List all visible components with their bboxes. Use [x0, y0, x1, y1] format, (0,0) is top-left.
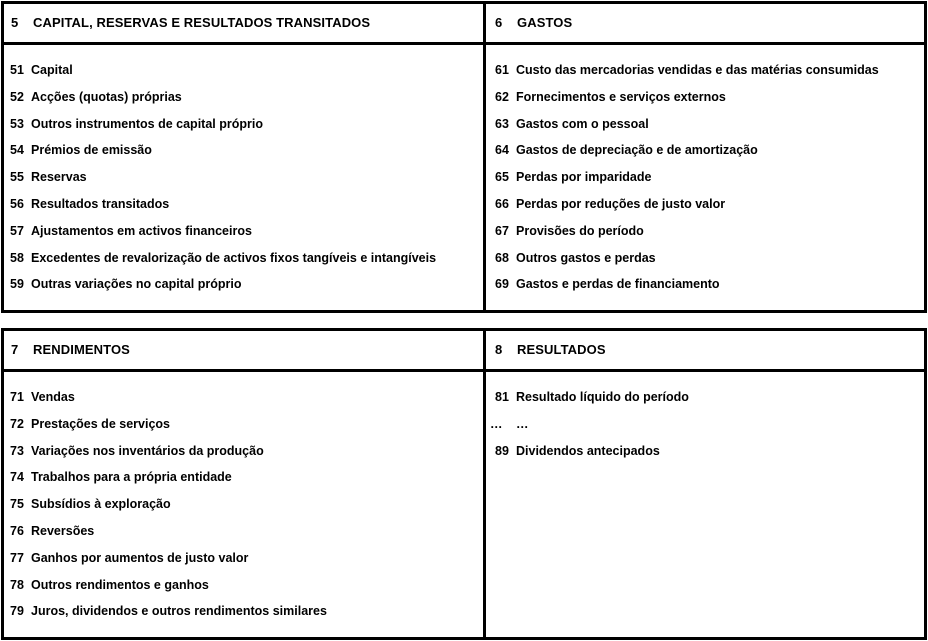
account-name: Ajustamentos em activos financeiros: [31, 223, 252, 238]
account-name: Resultados transitados: [31, 196, 170, 211]
account-item: [486, 169, 879, 196]
account-code: 76: [10, 523, 24, 538]
account-item: [486, 223, 879, 250]
class-number: 8: [495, 342, 503, 357]
class-8-header: [495, 342, 606, 357]
class-8-column: [486, 331, 924, 637]
account-name: …: [516, 416, 529, 431]
account-code: 72: [10, 416, 24, 431]
account-item-ellipsis: [486, 416, 689, 443]
class-8-account-list: [486, 389, 689, 469]
account-code: 71: [10, 390, 24, 404]
account-item: [4, 196, 436, 223]
class-5-account-list: [4, 62, 436, 303]
account-item: [4, 250, 436, 277]
account-item: [4, 416, 327, 443]
account-name: Capital: [31, 63, 73, 77]
account-item: [486, 142, 879, 169]
account-name: Perdas por reduções de justo valor: [516, 196, 726, 211]
account-code: 66: [495, 196, 509, 211]
account-item: [486, 89, 879, 116]
account-name: Reservas: [31, 170, 87, 185]
class-7-account-list: [4, 389, 327, 630]
class-7-header: [11, 342, 130, 357]
account-item: [486, 276, 879, 303]
account-item: [486, 443, 689, 470]
account-name: Prémios de emissão: [31, 143, 152, 158]
account-code: 58: [10, 250, 24, 265]
class-6-column: [486, 4, 924, 310]
account-name: Gastos com o pessoal: [516, 116, 649, 131]
account-code: 81: [495, 390, 509, 404]
account-item: [4, 469, 327, 496]
account-item: [4, 223, 436, 250]
account-code: 61: [495, 63, 509, 77]
account-name: Ganhos por aumentos de justo valor: [31, 550, 249, 565]
account-item: [4, 443, 327, 470]
accounts-panel-bottom: [1, 328, 927, 640]
account-code: 75: [10, 497, 24, 512]
account-item: [4, 169, 436, 196]
class-6-header: [495, 15, 572, 30]
account-item: [486, 389, 689, 416]
account-name: Reversões: [31, 523, 95, 538]
account-item: [4, 389, 327, 416]
account-item: [4, 116, 436, 143]
account-name: Gastos de depreciação e de amortização: [516, 143, 758, 158]
class-title: RESULTADOS: [517, 342, 606, 357]
account-code: 52: [10, 89, 24, 104]
account-code: 74: [10, 470, 24, 485]
account-name: Dividendos antecipados: [516, 443, 660, 458]
account-name: Outras variações no capital próprio: [31, 277, 242, 292]
account-code: 89: [495, 443, 509, 458]
class-number: 6: [495, 15, 503, 30]
accounts-panel-top: [1, 1, 927, 313]
account-name: Prestações de serviços: [31, 416, 170, 431]
account-name: Outros rendimentos e ganhos: [31, 577, 209, 592]
account-code: 79: [10, 604, 24, 619]
account-name: Outros instrumentos de capital próprio: [31, 116, 263, 131]
account-code: 77: [10, 550, 24, 565]
class-number: 5: [11, 15, 19, 30]
account-name: Trabalhos para a própria entidade: [31, 470, 232, 485]
account-name: Resultado líquido do período: [516, 390, 689, 404]
account-item: [4, 496, 327, 523]
class-5-header: [11, 15, 370, 30]
account-item: [486, 196, 879, 223]
class-7-column: [4, 331, 483, 637]
account-name: Provisões do período: [516, 223, 644, 238]
account-name: Excedentes de revalorização de activos fixos tangíveis e intangíveis: [31, 250, 437, 265]
account-name: Custo das mercadorias vendidas e das matérias consumidas: [516, 63, 879, 77]
account-item: [4, 577, 327, 604]
account-item: [4, 276, 436, 303]
account-name: Vendas: [31, 390, 75, 404]
account-name: Outros gastos e perdas: [516, 250, 656, 265]
account-name: Fornecimentos e serviços externos: [516, 89, 726, 104]
class-6-account-list: [486, 62, 879, 303]
account-item: [4, 62, 436, 89]
account-name: Variações nos inventários da produção: [31, 443, 264, 458]
account-item: [486, 250, 879, 277]
account-item: [4, 89, 436, 116]
class-title: GASTOS: [517, 15, 573, 30]
account-item: [486, 116, 879, 143]
account-code: 54: [10, 143, 24, 158]
account-code: 56: [10, 196, 24, 211]
account-code: 51: [10, 63, 24, 77]
account-code: 68: [495, 250, 509, 265]
class-title: RENDIMENTOS: [33, 342, 130, 357]
account-code: 69: [495, 277, 509, 292]
class-title: CAPITAL, RESERVAS E RESULTADOS TRANSITADOS: [33, 15, 371, 30]
account-code: 63: [495, 116, 509, 131]
account-code: 67: [495, 223, 509, 238]
account-code: 55: [10, 170, 24, 185]
account-item: [4, 523, 327, 550]
account-item: [4, 142, 436, 169]
class-number: 7: [11, 342, 19, 357]
class-5-column: [4, 4, 483, 310]
account-item: [486, 62, 879, 89]
account-code: 62: [495, 89, 509, 104]
account-code: 59: [10, 277, 24, 292]
account-name: Perdas por imparidade: [516, 170, 652, 185]
account-name: Acções (quotas) próprias: [31, 89, 182, 104]
account-name: Juros, dividendos e outros rendimentos similares: [31, 604, 327, 619]
account-code: 73: [10, 443, 24, 458]
account-item: [4, 603, 327, 630]
account-code: …: [490, 416, 503, 431]
account-code: 78: [10, 577, 24, 592]
account-code: 65: [495, 170, 509, 185]
account-code: 64: [495, 143, 509, 158]
account-item: [4, 550, 327, 577]
account-code: 53: [10, 116, 24, 131]
account-code: 57: [10, 223, 24, 238]
account-name: Gastos e perdas de financiamento: [516, 277, 720, 292]
account-name: Subsídios à exploração: [31, 497, 171, 512]
